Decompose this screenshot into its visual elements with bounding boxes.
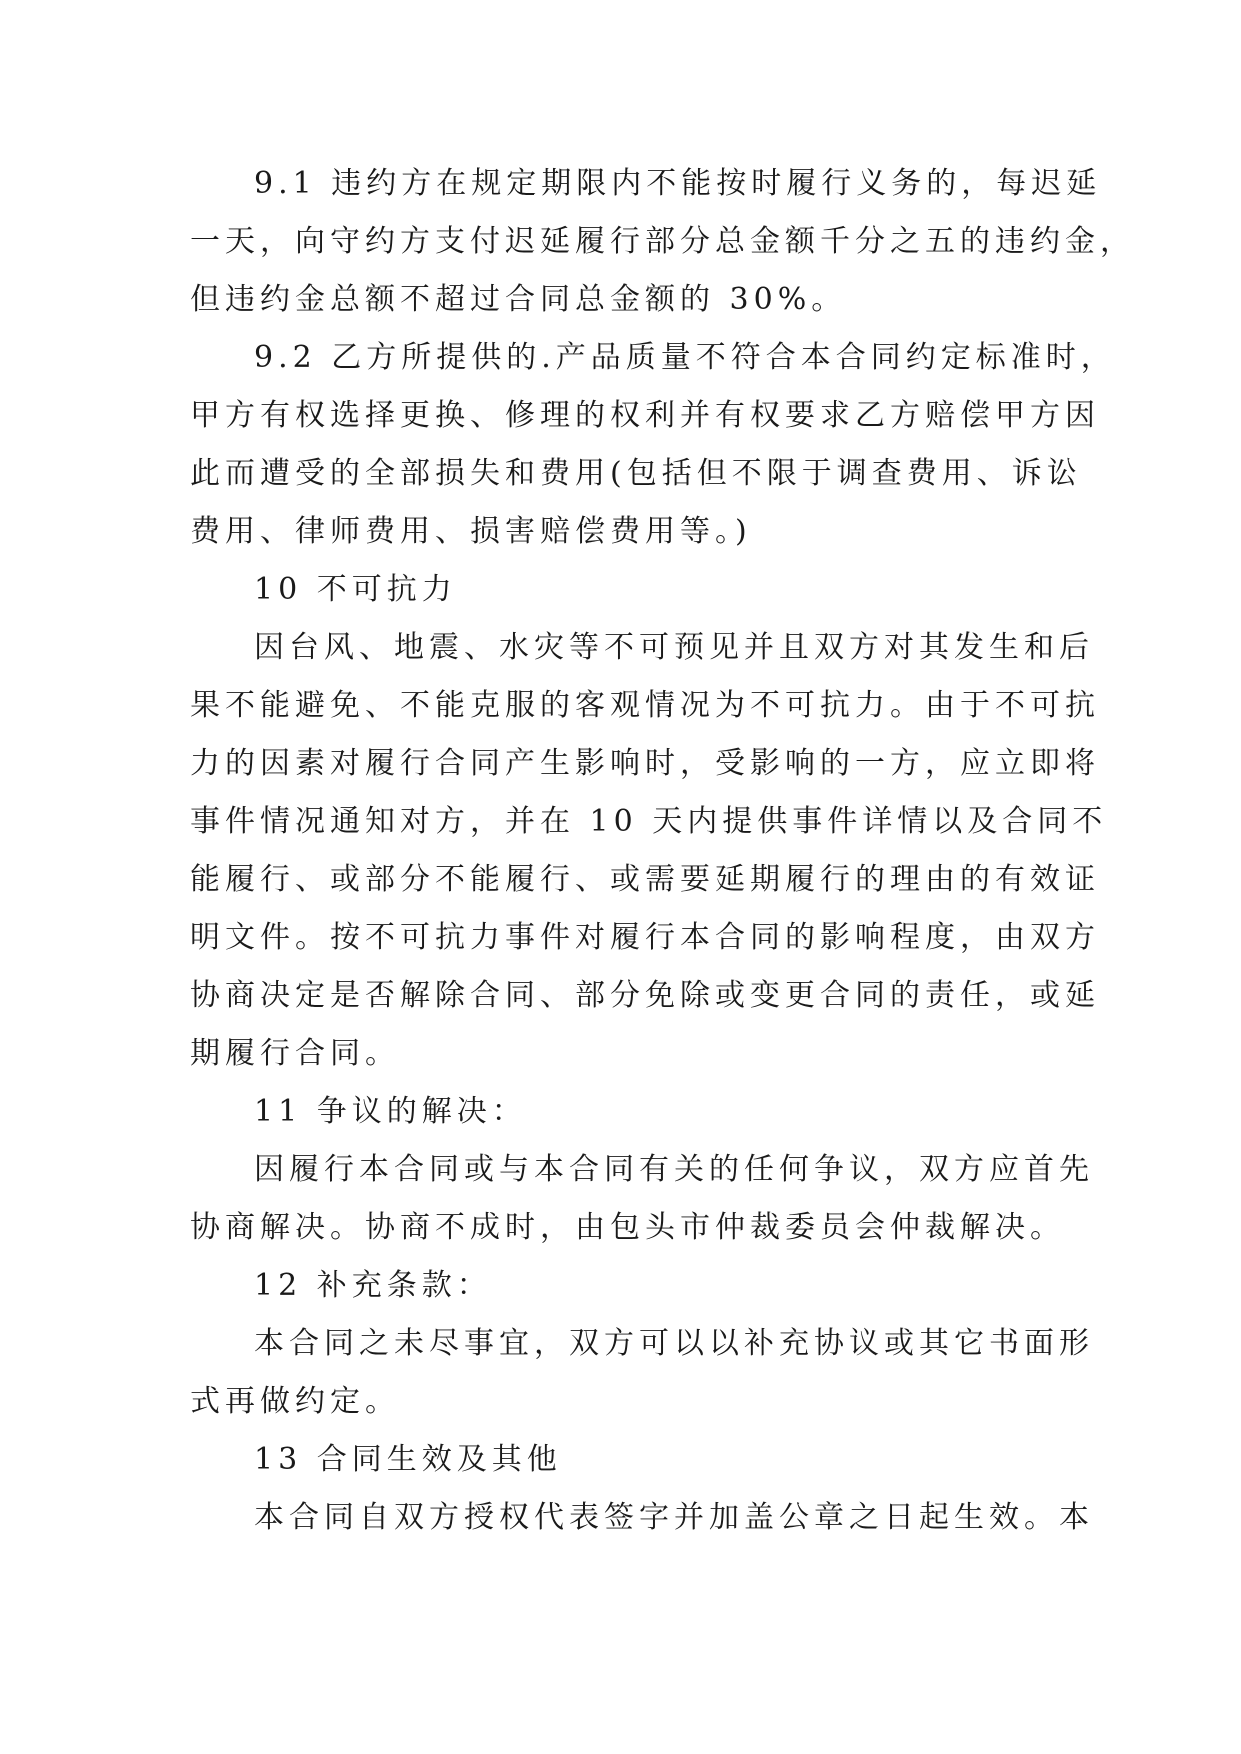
paragraph-10-line-4: 事件情况通知对方，并在 10 天内提供事件详情以及合同不 (190, 804, 1108, 839)
paragraph-9-1-line-2: 一天，向守约方支付迟延履行部分总金额千分之五的违约金， (190, 224, 1135, 259)
paragraph-9-2-line-3: 此而遭受的全部损失和费用(包括但不限于调查费用、诉讼 (190, 456, 1082, 491)
paragraph-13-line-1: 本合同自双方授权代表签字并加盖公章之日起生效。本 (254, 1500, 1094, 1535)
paragraph-9-1-line-3: 但违约金总额不超过合同总金额的 30%。 (190, 282, 847, 317)
paragraph-10-line-6: 明文件。按不可抗力事件对履行本合同的影响程度，由双方 (190, 920, 1100, 955)
paragraph-9-2-line-1: 9.2 乙方所提供的.产品质量不符合本合同约定标准时， (254, 340, 1116, 375)
section-11-heading: 11 争议的解决： (254, 1094, 527, 1129)
paragraph-11-line-2: 协商解决。协商不成时，由包头市仲裁委员会仲裁解决。 (190, 1210, 1065, 1245)
section-12-heading: 12 补充条款： (254, 1268, 492, 1303)
paragraph-10-line-8: 期履行合同。 (190, 1036, 400, 1071)
paragraph-9-1-line-1: 9.1 违约方在规定期限内不能按时履行义务的，每迟延 (254, 166, 1102, 201)
paragraph-10-line-2: 果不能避免、不能克服的客观情况为不可抗力。由于不可抗 (190, 688, 1100, 723)
paragraph-10-line-3: 力的因素对履行合同产生影响时，受影响的一方，应立即将 (190, 746, 1100, 781)
paragraph-12-line-1: 本合同之未尽事宜，双方可以以补充协议或其它书面形 (254, 1326, 1094, 1361)
paragraph-12-line-2: 式再做约定。 (190, 1384, 400, 1419)
paragraph-9-2-line-2: 甲方有权选择更换、修理的权利并有权要求乙方赔偿甲方因 (190, 398, 1100, 433)
section-10-heading: 10 不可抗力 (254, 572, 457, 607)
paragraph-10-line-5: 能履行、或部分不能履行、或需要延期履行的理由的有效证 (190, 862, 1100, 897)
paragraph-11-line-1: 因履行本合同或与本合同有关的任何争议，双方应首先 (254, 1152, 1094, 1187)
paragraph-9-2-line-4: 费用、律师费用、损害赔偿费用等。) (190, 514, 752, 549)
section-13-heading: 13 合同生效及其他 (254, 1442, 562, 1477)
paragraph-10-line-7: 协商决定是否解除合同、部分免除或变更合同的责任，或延 (190, 978, 1100, 1013)
paragraph-10-line-1: 因台风、地震、水灾等不可预见并且双方对其发生和后 (254, 630, 1094, 665)
